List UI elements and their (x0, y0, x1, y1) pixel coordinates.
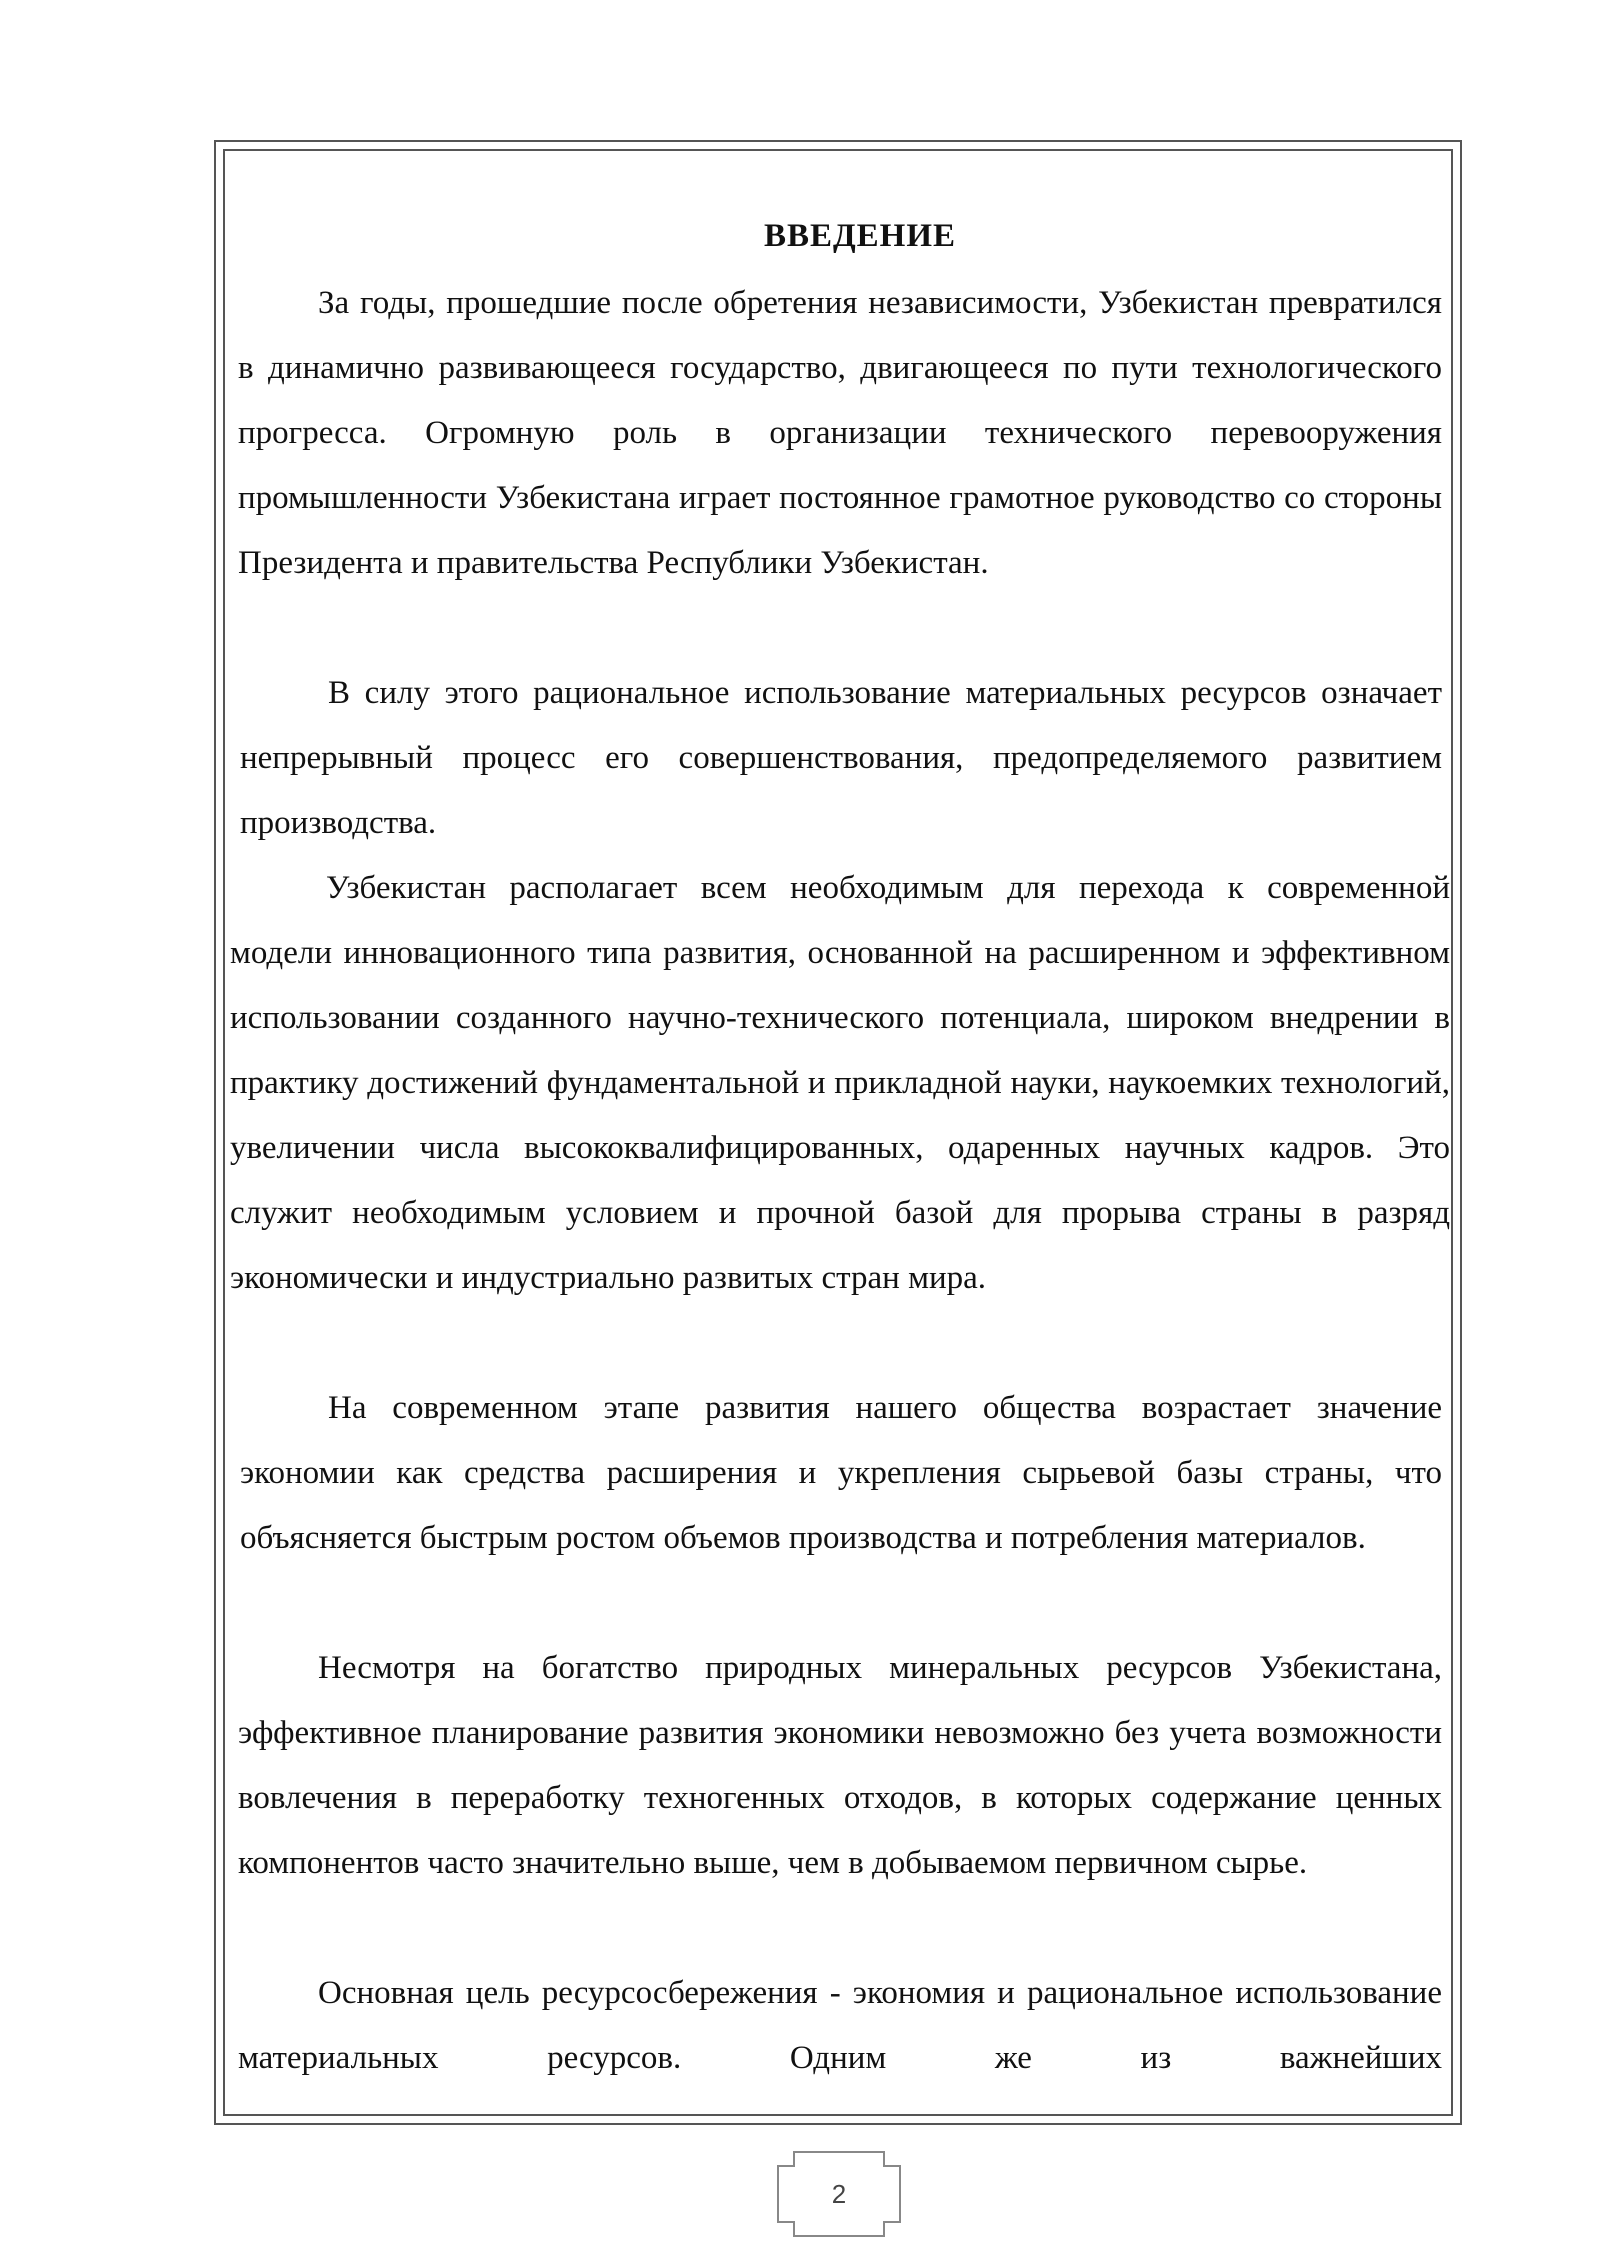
page-number-box (776, 2150, 902, 2238)
paragraph-5: Несмотря на богатство природных минеральных ресурсов Узбекистана, эффективное планирование развития экономики невозможно без учета возможности вовлечения в переработку техногенных отходов, в которых содержание ценных компонентов часто значительно выше, чем в добываемом первичном сырье. (238, 1650, 1442, 1881)
paragraph-3: Узбекистан располагает всем необходимым для перехода к современной модели инновационного типа развития, основанной на расширенном и эффективном использовании созданного научно-технического потенциала, широком внедрении в практику достижений фундаментальной и прикладной науки, наукоемких технологий, увеличении числа высококвалифицированных, одаренных научных кадров. Это служит необходимым условием и прочной базой для прорыва страны в разряд экономически и индустриально развитых стран мира. (230, 870, 1450, 1296)
page-number: 2 (831, 2179, 847, 2209)
paragraph-1: За годы, прошедшие после обретения независимости, Узбекистан превратился в динамично развивающееся государство, двигающееся по пути технологического прогресса. Огромную роль в организации технического перевооружения промышленности Узбекистана играет постоянное грамотное руководство со стороны Президента и правительства Республики Узбекистан. (238, 285, 1442, 581)
paragraph-6: Основная цель ресурсосбережения - экономия и рациональное использование материальных ресурсов. Одним же из важнейших (238, 1975, 1442, 2076)
section-title: ВВЕДЕНИЕ (763, 218, 957, 254)
paragraph-4: На современном этапе развития нашего общества возрастает значение экономии как средства расширения и укрепления сырьевой базы страны, что объясняется быстрым ростом объемов производства и потребления материалов. (240, 1390, 1442, 1556)
paragraph-2: В силу этого рациональное использование материальных ресурсов означает непрерывный процесс его совершенствования, предопределяемого развитием производства. (240, 675, 1442, 841)
